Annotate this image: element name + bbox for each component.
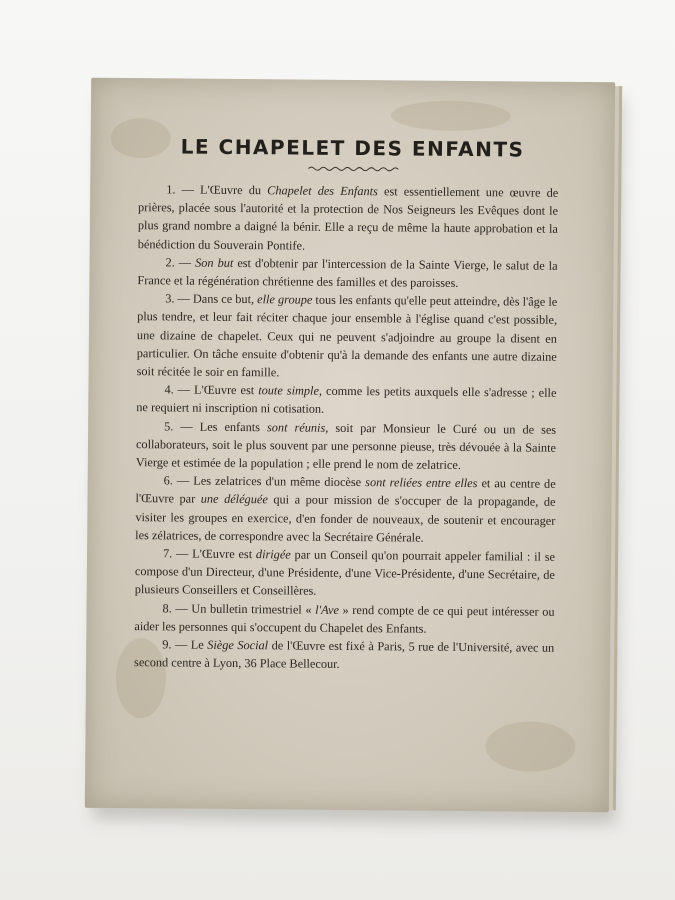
article-paragraph — [134, 635, 554, 675]
article-number: 4. — — [164, 382, 195, 397]
article-text: Un bulletin trimestriel « — [191, 601, 316, 617]
article-text: Les enfants — [199, 419, 268, 434]
article-text: , soit par Monsieur le Curé ou un de ses collaborateurs, soit le plus souvent par une personne pieuse, très dévouée à la Sainte Vierge et estimée de la population ; elle prend le nom de zelatrice. — [135, 420, 557, 473]
article-number: 3. — — [165, 291, 194, 306]
article-paragraph — [137, 253, 557, 293]
article-number: 5. — — [164, 419, 200, 434]
article-text: par un Conseil qu'on pourrait appeler familial : il se compose d'un Directeur, d'une Présidente, d'une Vice-Présidente, d'une Secrétaire, de plusieurs Conseillers et Conseillères. — [134, 547, 556, 599]
article-number: 1. — — [166, 182, 201, 197]
article-paragraph — [136, 380, 556, 420]
paper-stain — [391, 100, 511, 131]
article-number: 7. — — [162, 546, 193, 561]
emphasized-text: l'Ave — [315, 602, 339, 617]
page-title: LE CHAPELET DES ENFANTS — [180, 134, 525, 162]
article-text: est d'obtenir par l'intercession de la Sainte Vierge, le salut de la France et la régénération chrétienne des familles et des paroisses. — [137, 255, 558, 290]
article-number: 6. — — [163, 473, 194, 488]
article-text: Les zelatrices d'un même diocèse — [193, 473, 366, 490]
article-text: Dans ce but, — [192, 291, 258, 307]
article-text: tous les enfants qu'elle peut atteindre, dès l'âge le plus tendre, et leur fait réciter chaque jour ensemble à l'église quand c'est possible, une dizaine de chapelet. Ceux qui ne peuvent s'adjoindre au groupe la disent en particulier. On tâche ensuite d'obtenir qu'à la demande des enfants une autre dizaine soit récitée le soir en famille. — [136, 292, 558, 380]
article-text: L'Œuvre est — [193, 382, 259, 398]
article-text: de l'Œuvre est fixé à Paris, 5 rue de l'Université, avec un second centre à Lyon, 36 Place Bellecour. — [134, 638, 555, 672]
article-text: Le — [190, 637, 208, 652]
emphasized-text: toute simple — [258, 383, 320, 398]
booklet-back-cover — [85, 78, 615, 813]
emphasized-text: Chapelet des Enfants — [267, 183, 378, 199]
article-paragraph — [134, 599, 554, 639]
article-paragraph — [135, 544, 555, 602]
ornament-rule — [308, 166, 398, 173]
article-text: L'Œuvre est — [192, 546, 257, 562]
article-text: est essentiellement une œuvre de prières, placée sous l'autorité et la protection de Nos Seigneurs les Evêques dont le plus grand nombre a daigné la bénir. Elle a reçu de même la haute approbation et la bénédiction du Souverain Pontife. — [137, 184, 559, 253]
article-text: » rend compte de ce qui peut intéresser ou aider les personnes qui s'occupent du Chapelet des Enfants. — [134, 602, 555, 636]
emphasized-text: sont reliées entre elles — [365, 475, 478, 491]
article-number: 8. — — [162, 601, 192, 616]
emphasized-text: sont réunis — [266, 419, 326, 435]
article-text: qui a pour mission de s'occuper de la propagande, de visiter les groupes en exercice, d'en fonder de nouveaux, de soutenir et encourager les zélatrices, de correspondre avec la Secrétaire Générale. — [135, 492, 556, 545]
emphasized-text: Siège Social — [207, 637, 269, 653]
emphasized-text: elle groupe — [257, 292, 313, 307]
emphasized-text: Son but — [195, 255, 234, 270]
article-number: 2. — — [165, 255, 196, 270]
article-paragraph — [138, 180, 559, 256]
article-text: et au centre de l'Œuvre par — [135, 476, 556, 507]
article-paragraph — [135, 471, 556, 547]
article-text: , comme les petits auxquels elle s'adresse ; elle ne requiert ni inscription ni cotisation. — [136, 383, 557, 417]
emphasized-text: dirigée — [255, 547, 291, 562]
article-paragraph — [137, 289, 558, 384]
article-text: L'Œuvre du — [200, 182, 268, 198]
paper-stain — [485, 721, 575, 772]
emphasized-text: une déléguée — [200, 492, 268, 507]
article-paragraph — [136, 417, 556, 475]
rules-text — [134, 180, 558, 675]
article-number: 9. — — [162, 637, 191, 652]
